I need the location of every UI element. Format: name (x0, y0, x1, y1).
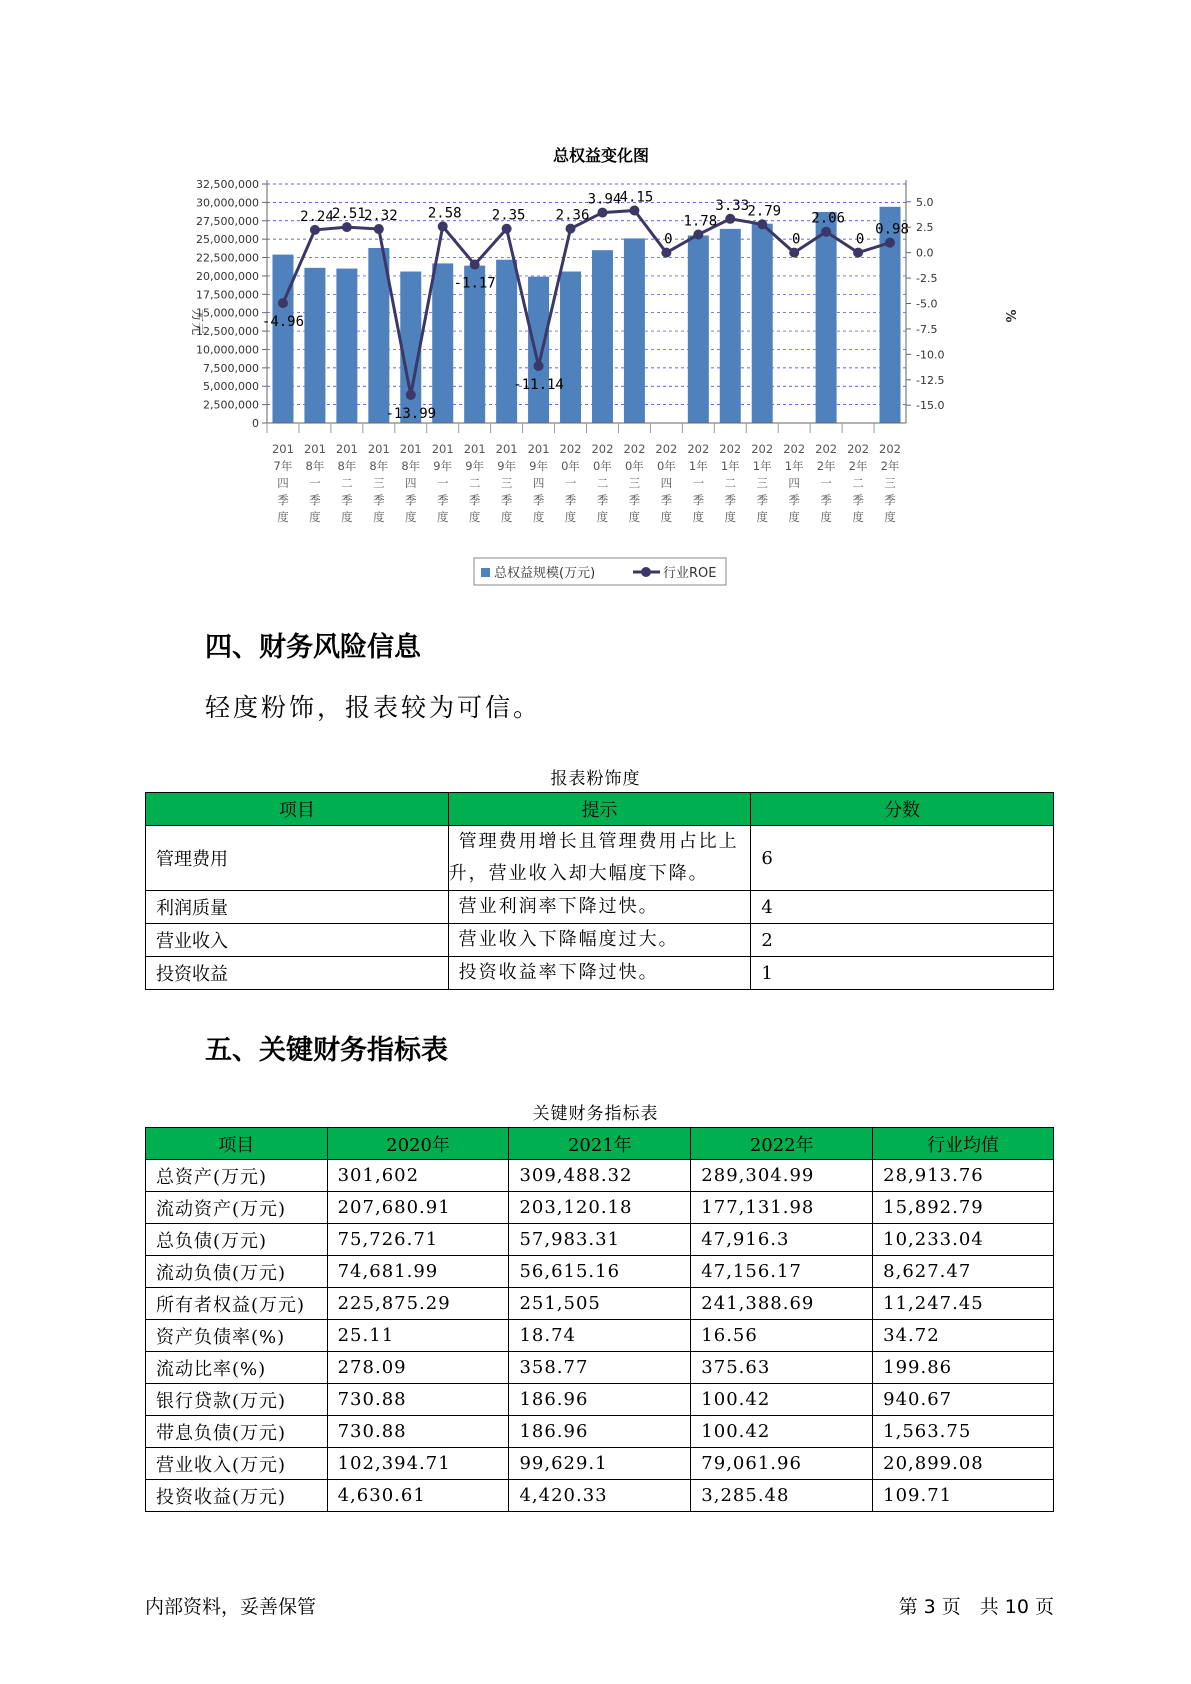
bar (560, 272, 581, 423)
category-label: 201 (367, 442, 390, 456)
value-2022: 16.56 (691, 1320, 873, 1352)
right-tick-label: -7.5 (916, 322, 938, 336)
category-label: 201 (431, 442, 454, 456)
column-header: 2022年 (691, 1128, 873, 1160)
category-label: 三 (373, 476, 385, 490)
key-financial-table-body (146, 1160, 1054, 1512)
fin-table-caption: 关键财务指标表 (532, 1104, 659, 1124)
category-label: 度 (692, 510, 705, 524)
left-tick-label: 0 (252, 417, 259, 430)
table-header-row (146, 1128, 1054, 1160)
left-tick-label: 17,500,000 (196, 288, 259, 302)
column-header: 项目 (146, 793, 449, 826)
category-label: 202 (591, 442, 614, 456)
category-label: 1年 (752, 459, 772, 473)
roe-data-label: 2.06 (811, 210, 845, 227)
roe-data-label: 0.98 (875, 221, 909, 238)
category-label: 度 (596, 510, 609, 524)
right-tick-label: 5.0 (916, 195, 934, 209)
category-label: 202 (687, 442, 710, 456)
risk-item: 利润质量 (146, 891, 449, 924)
category-label: 一 (309, 476, 321, 490)
category-label: 三 (500, 476, 513, 490)
category-label: 202 (847, 442, 870, 456)
value-2020: 225,875.29 (327, 1288, 509, 1320)
table-row (146, 1448, 1054, 1480)
category-label: 度 (756, 510, 768, 524)
value-2022: 79,061.96 (691, 1448, 873, 1480)
value-2021: 18.74 (509, 1320, 691, 1352)
category-label: 季 (852, 493, 864, 507)
category-label: 四 (660, 476, 673, 490)
roe-point (310, 225, 320, 235)
category-label: 季 (788, 493, 800, 507)
bar (432, 263, 453, 423)
footer-confidential: 内部资料，妥善保管 (145, 1596, 317, 1618)
industry-average: 20,899.08 (873, 1448, 1054, 1480)
category-label: 202 (783, 442, 806, 456)
key-financial-table (145, 1127, 1054, 1512)
category-label: 一 (692, 476, 705, 490)
category-label: 0年 (656, 459, 676, 473)
metric-name: 投资收益(万元) (146, 1480, 328, 1512)
metric-name: 银行贷款(万元) (146, 1384, 328, 1416)
category-label: 201 (335, 442, 358, 456)
category-label: 201 (463, 442, 486, 456)
column-header: 提示 (448, 793, 751, 826)
roe-point (374, 224, 384, 234)
footer-page-number: 第 3 页 共 10 页 (898, 1596, 1054, 1618)
bar (752, 224, 773, 423)
roe-point (438, 221, 448, 231)
roe-point (534, 361, 544, 371)
bar (528, 277, 549, 423)
risk-table (145, 792, 1054, 990)
category-label: 2年 (880, 459, 900, 473)
column-header: 项目 (146, 1128, 328, 1160)
category-label: 度 (436, 510, 449, 524)
category-label: 202 (655, 442, 678, 456)
metric-name: 带息负债(万元) (146, 1416, 328, 1448)
table-row (146, 826, 1054, 891)
legend-bar-label: 总权益规模(万元) (494, 566, 596, 581)
category-label: 7年 (273, 459, 293, 473)
category-label: 度 (724, 510, 737, 524)
value-2021: 4,420.33 (509, 1480, 691, 1512)
industry-average: 34.72 (873, 1320, 1054, 1352)
category-label: 度 (852, 510, 864, 524)
roe-point (470, 260, 480, 270)
value-2020: 207,680.91 (327, 1192, 509, 1224)
roe-point (566, 224, 576, 234)
category-label: 度 (820, 510, 832, 524)
value-2022: 289,304.99 (691, 1160, 873, 1192)
metric-name: 流动比率(%) (146, 1352, 328, 1384)
risk-tip: 投资收益率下降过快。 (448, 957, 751, 990)
category-label: 季 (468, 493, 481, 507)
column-header: 分数 (751, 793, 1054, 826)
metric-name: 总负债(万元) (146, 1224, 328, 1256)
value-2022: 47,156.17 (691, 1256, 873, 1288)
left-tick-label: 12,500,000 (196, 325, 259, 339)
table-row (146, 1224, 1054, 1256)
right-tick-label: -10.0 (916, 348, 945, 362)
roe-point (885, 238, 895, 248)
roe-point (342, 222, 352, 232)
value-2022: 375.63 (691, 1352, 873, 1384)
roe-data-label: -4.96 (261, 314, 305, 331)
value-2021: 186.96 (509, 1416, 691, 1448)
value-2020: 730.88 (327, 1416, 509, 1448)
category-label: 季 (341, 493, 353, 507)
industry-average: 8,627.47 (873, 1256, 1054, 1288)
roe-point (757, 219, 767, 229)
category-label: 8年 (369, 459, 389, 473)
category-label: 9年 (465, 459, 485, 473)
category-label: 一 (820, 476, 832, 490)
roe-series (262, 189, 909, 421)
metric-name: 流动资产(万元) (146, 1192, 328, 1224)
category-label: 季 (596, 493, 609, 507)
bar (624, 238, 645, 423)
section-4-heading: 四、财务风险信息 (205, 632, 421, 663)
left-tick-label: 10,000,000 (196, 343, 259, 357)
value-2022: 3,285.48 (691, 1480, 873, 1512)
roe-point (821, 227, 831, 237)
category-label: 三 (628, 476, 641, 490)
right-tick-label: -5.0 (916, 297, 938, 311)
category-label: 季 (532, 493, 545, 507)
category-label: 度 (309, 510, 321, 524)
value-2021: 203,120.18 (509, 1192, 691, 1224)
table-row (146, 1352, 1054, 1384)
roe-point (597, 208, 607, 218)
section-5-heading: 五、关键财务指标表 (205, 1035, 448, 1066)
category-label: 度 (277, 510, 289, 524)
category-label: 202 (719, 442, 742, 456)
category-label: 季 (724, 493, 737, 507)
roe-data-label: 2.51 (332, 206, 366, 223)
roe-data-label: -1.17 (453, 275, 496, 292)
category-label: 201 (527, 442, 550, 456)
bar (272, 255, 293, 423)
roe-point (789, 248, 799, 258)
value-2020: 4,630.61 (327, 1480, 509, 1512)
category-label: 季 (628, 493, 641, 507)
table-row (146, 924, 1054, 957)
roe-point (278, 298, 288, 308)
category-label: 三 (884, 476, 896, 490)
bar (400, 272, 421, 423)
chart-title: 总权益变化图 (552, 146, 650, 165)
value-2021: 56,615.16 (509, 1256, 691, 1288)
legend-line-label: 行业ROE (663, 566, 717, 581)
left-tick-label: 20,000,000 (196, 269, 259, 283)
category-label: 度 (405, 510, 417, 524)
category-label: 季 (500, 493, 513, 507)
value-2020: 74,681.99 (327, 1256, 509, 1288)
category-label: 度 (884, 510, 896, 524)
left-axis-label: 万元 (189, 308, 204, 336)
value-2020: 278.09 (327, 1352, 509, 1384)
value-2021: 57,983.31 (509, 1224, 691, 1256)
category-label: 一 (564, 476, 577, 490)
bar (496, 260, 517, 423)
column-header: 2021年 (509, 1128, 691, 1160)
roe-data-label: 2.36 (555, 207, 590, 224)
category-label: 度 (532, 510, 545, 524)
category-label: 季 (884, 493, 896, 507)
value-2021: 251,505 (509, 1288, 691, 1320)
right-axis-label: % (1002, 309, 1017, 323)
category-label: 季 (564, 493, 577, 507)
column-header: 2020年 (327, 1128, 509, 1160)
table-row (146, 1416, 1054, 1448)
risk-tip-line: 管理费用增长且管理费用占比上 (458, 831, 739, 852)
roe-data-label: 3.94 (587, 191, 622, 208)
risk-summary: 轻度粉饰，报表较为可信。 (205, 693, 542, 722)
category-label: 9年 (497, 459, 517, 473)
category-label: 0年 (625, 459, 644, 473)
right-tick-label: -15.0 (916, 399, 945, 413)
category-label: 季 (405, 493, 417, 507)
risk-item: 营业收入 (146, 924, 449, 957)
category-label: 0年 (593, 459, 612, 473)
risk-score: 6 (751, 826, 1054, 891)
category-label: 二 (596, 476, 609, 490)
column-header: 行业均值 (873, 1128, 1054, 1160)
right-tick-label: -2.5 (916, 272, 938, 286)
roe-data-label: 0 (664, 231, 673, 248)
metric-name: 营业收入(万元) (146, 1448, 328, 1480)
table-row (146, 1384, 1054, 1416)
category-labels (267, 423, 901, 524)
bar (816, 212, 837, 423)
legend-line-marker (641, 567, 651, 577)
value-2021: 309,488.32 (509, 1160, 691, 1192)
value-2021: 358.77 (509, 1352, 691, 1384)
category-label: 度 (341, 510, 353, 524)
risk-score: 4 (751, 891, 1054, 924)
category-label: 1年 (784, 459, 804, 473)
roe-point (725, 214, 735, 224)
roe-point (502, 224, 512, 234)
roe-data-label: -13.99 (385, 405, 437, 422)
table-row (146, 1480, 1054, 1512)
table-header-row (146, 793, 1054, 826)
category-label: 202 (559, 442, 582, 456)
risk-tip (448, 826, 751, 891)
category-label: 季 (309, 493, 321, 507)
roe-data-label: 4.15 (619, 189, 654, 206)
category-label: 四 (277, 476, 289, 490)
metric-name: 流动负债(万元) (146, 1256, 328, 1288)
roe-data-label: 2.35 (491, 207, 526, 224)
category-label: 202 (623, 442, 646, 456)
category-label: 202 (751, 442, 774, 456)
category-label: 度 (628, 510, 641, 524)
risk-tip-line: 升，营业收入却大幅度下降。 (448, 863, 709, 884)
category-label: 8年 (305, 459, 325, 473)
value-2022: 177,131.98 (691, 1192, 873, 1224)
roe-data-label: -11.14 (513, 376, 564, 393)
equity-chart (0, 0, 1191, 600)
category-label: 季 (660, 493, 673, 507)
category-label: 201 (399, 442, 422, 456)
value-2020: 25.11 (327, 1320, 509, 1352)
roe-point (693, 230, 703, 240)
industry-average: 11,247.45 (873, 1288, 1054, 1320)
roe-point (629, 205, 639, 215)
value-2022: 100.42 (691, 1416, 873, 1448)
bar (592, 250, 613, 423)
right-tick-label: 0.0 (916, 246, 934, 260)
category-label: 0年 (561, 459, 580, 473)
value-2022: 47,916.3 (691, 1224, 873, 1256)
category-label: 度 (788, 510, 800, 524)
value-2022: 241,388.69 (691, 1288, 873, 1320)
category-label: 二 (341, 476, 353, 490)
category-label: 四 (405, 476, 417, 490)
category-label: 8年 (401, 459, 421, 473)
industry-average: 1,563.75 (873, 1416, 1054, 1448)
category-label: 202 (815, 442, 838, 456)
category-label: 季 (692, 493, 705, 507)
category-label: 202 (879, 442, 902, 456)
chart-legend (474, 558, 726, 585)
category-label: 季 (277, 493, 289, 507)
roe-data-label: 0 (855, 231, 865, 248)
value-2021: 99,629.1 (509, 1448, 691, 1480)
roe-data-label: 0 (791, 231, 801, 248)
roe-point (853, 248, 863, 258)
category-label: 1年 (688, 459, 708, 473)
category-label: 一 (436, 476, 449, 490)
value-2020: 75,726.71 (327, 1224, 509, 1256)
roe-data-label: 2.24 (300, 208, 334, 225)
roe-data-label: 2.32 (363, 208, 398, 225)
risk-table-caption: 报表粉饰度 (550, 769, 641, 789)
risk-item: 管理费用 (146, 826, 449, 891)
value-2020: 730.88 (327, 1384, 509, 1416)
category-label: 二 (468, 476, 481, 490)
table-row (146, 1256, 1054, 1288)
roe-data-label: 3.33 (715, 197, 750, 214)
category-label: 8年 (337, 459, 357, 473)
category-label: 季 (436, 493, 449, 507)
industry-average: 28,913.76 (873, 1160, 1054, 1192)
industry-average: 940.67 (873, 1384, 1054, 1416)
category-label: 2年 (848, 459, 868, 473)
left-tick-label: 2,500,000 (203, 398, 259, 412)
left-tick-label: 25,000,000 (196, 233, 259, 247)
roe-data-label: 2.79 (747, 203, 782, 220)
table-row (146, 891, 1054, 924)
category-label: 三 (756, 476, 768, 490)
risk-tip: 营业收入下降幅度过大。 (448, 924, 751, 957)
category-label: 四 (788, 476, 800, 490)
table-row (146, 1288, 1054, 1320)
category-label: 9年 (433, 459, 453, 473)
category-label: 度 (564, 510, 577, 524)
risk-score: 1 (751, 957, 1054, 990)
left-tick-label: 5,000,000 (203, 380, 259, 394)
left-tick-label: 27,500,000 (196, 214, 259, 228)
right-tick-label: 2.5 (916, 221, 934, 235)
metric-name: 总资产(万元) (146, 1160, 328, 1192)
table-row (146, 1192, 1054, 1224)
roe-point (661, 248, 671, 258)
roe-data-label: 1.78 (683, 213, 718, 230)
bar (304, 268, 325, 423)
metric-name: 所有者权益(万元) (146, 1288, 328, 1320)
left-tick-label: 30,000,000 (196, 196, 259, 210)
legend-bar-swatch (481, 568, 490, 577)
left-tick-label: 7,500,000 (203, 361, 259, 375)
roe-data-label: 2.58 (427, 205, 462, 222)
category-label: 1年 (720, 459, 740, 473)
category-label: 9年 (529, 459, 548, 473)
category-label: 季 (756, 493, 768, 507)
category-label: 2年 (816, 459, 836, 473)
left-tick-label: 22,500,000 (196, 251, 259, 265)
table-row (146, 957, 1054, 990)
bar (336, 269, 357, 423)
industry-average: 199.86 (873, 1352, 1054, 1384)
category-label: 度 (660, 510, 673, 524)
table-row (146, 1160, 1054, 1192)
roe-point (406, 390, 416, 400)
value-2020: 102,394.71 (327, 1448, 509, 1480)
metric-name: 资产负债率(%) (146, 1320, 328, 1352)
category-label: 二 (852, 476, 864, 490)
category-label: 度 (468, 510, 481, 524)
category-label: 201 (495, 442, 518, 456)
category-label: 二 (724, 476, 737, 490)
industry-average: 10,233.04 (873, 1224, 1054, 1256)
category-label: 201 (271, 442, 294, 456)
left-tick-label: 15,000,000 (196, 306, 259, 320)
category-label: 季 (373, 493, 385, 507)
value-2021: 186.96 (509, 1384, 691, 1416)
right-tick-label: -12.5 (916, 373, 945, 387)
category-label: 四 (532, 476, 545, 490)
category-label: 度 (373, 510, 385, 524)
risk-score: 2 (751, 924, 1054, 957)
industry-average: 15,892.79 (873, 1192, 1054, 1224)
value-2020: 301,602 (327, 1160, 509, 1192)
bar (688, 235, 709, 423)
category-label: 度 (500, 510, 513, 524)
industry-average: 109.71 (873, 1480, 1054, 1512)
category-label: 季 (820, 493, 832, 507)
left-tick-label: 32,500,000 (196, 178, 259, 191)
table-row (146, 1320, 1054, 1352)
bar (720, 229, 741, 423)
value-2022: 100.42 (691, 1384, 873, 1416)
risk-tip: 营业利润率下降过快。 (448, 891, 751, 924)
category-label: 201 (303, 442, 326, 456)
risk-item: 投资收益 (146, 957, 449, 990)
